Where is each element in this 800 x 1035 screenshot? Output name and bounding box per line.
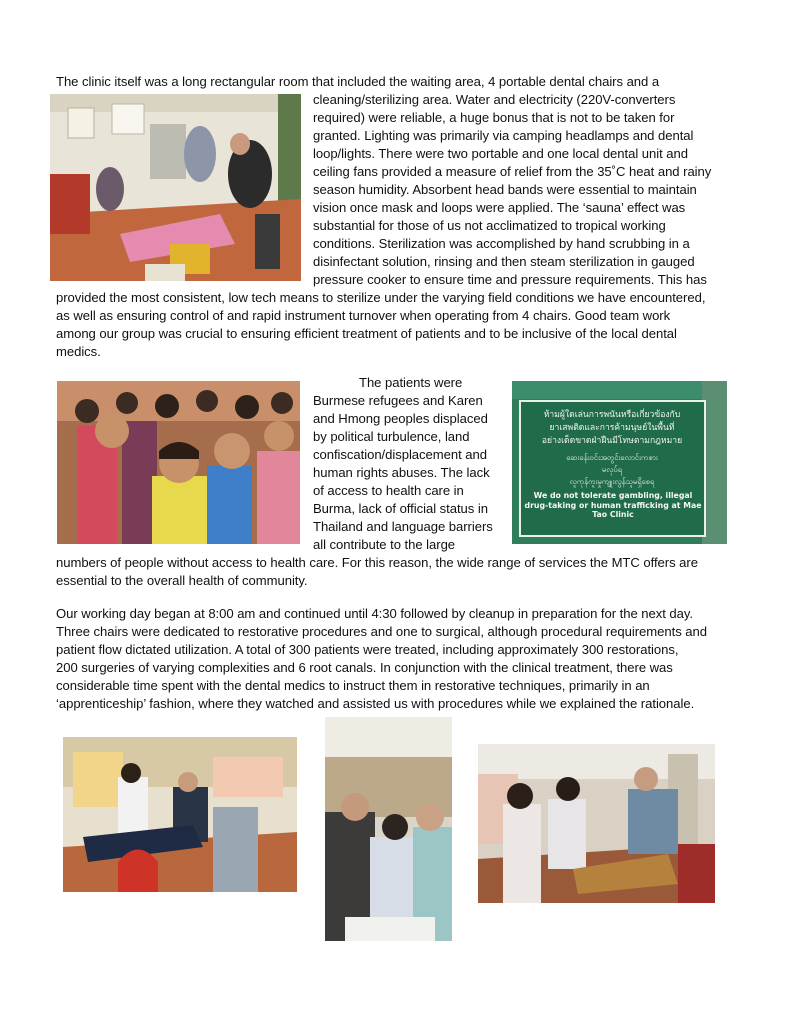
text-line: numbers of people without access to health care. For this reason, the wide range of services the MTC offers are (56, 555, 698, 570)
text-line: 200 surgeries of varying complexities and 6 root canals. In conjunction with the clinical treatment, there was (56, 660, 673, 675)
sign-line: อย่างเด็ดขาดฝ่าฝืนมีโทษตามกฎหมาย (541, 436, 683, 446)
text-line: considerable time spent with the dental medics to instruct them in restorative techniques, primarily in an (56, 678, 650, 693)
text-line: season humidity. Absorbent head bands were essential to maintain (313, 182, 697, 197)
text-line: cleaning/sterilizing area. Water and electricity (220V-converters (313, 92, 676, 107)
text-line: substantial for those of us not acclimatized to tropical working (313, 218, 666, 233)
text-line: loop/lights. There were two portable and one local dental unit and (313, 146, 688, 161)
text-line: disinfectant solution, rinsing and then steam sterilization in gauged (313, 254, 695, 269)
text-line: essential to the overall health of community. (56, 573, 308, 588)
text-line: Three chairs were dedicated to restorative procedures and one to surgical, although procedural requirements and (56, 624, 707, 639)
text-line: Our working day began at 8:00 am and continued until 4:30 followed by cleanup in preparation for the next day. (56, 606, 693, 621)
sign-line: ยาเสพติดและการค้ามนุษย์ในพื้นที่ (549, 423, 675, 433)
photo-clinic-sign (512, 381, 727, 544)
photo-dental-treatment-right (478, 744, 715, 903)
text-line: human rights abuses. The lack (313, 465, 490, 480)
text-line: Burmese refugees and Karen (313, 393, 483, 408)
sign-english-text: We do not tolerate gambling, illegal drug-taking or human trafficking at Mae Tao Clinic (524, 491, 702, 519)
text-line: all contribute to the large (313, 537, 456, 552)
photo-dental-treatment-center (325, 717, 452, 941)
sign-line: မလုပ်ရ (601, 465, 623, 474)
photo-dental-treatment-left (63, 737, 297, 892)
sign-line: ห้ามผู้ใดเล่นการพนันหรือเกี่ยวข้องกับ (543, 410, 681, 420)
text-line: Burma, lack of official status in (313, 501, 488, 516)
photo-children (57, 381, 300, 544)
text-line: provided the most consistent, low tech means to sterilize under the varying field conditions we have encountered, (56, 290, 706, 305)
text-line: as well as ensuring control of and rapid instrument turnover when operating from 4 chairs. Good team work (56, 308, 671, 323)
text-line: of access to health care in (313, 483, 464, 498)
text-line: ‘apprenticeship’ fashion, where they watched and assisted us with procedures while we explained the rationale. (56, 696, 695, 711)
text-line: required) were reliable, a huge bonus that is not to be taken for (313, 110, 675, 125)
text-line: The clinic itself was a long rectangular room that included the waiting area, 4 portable dental chairs and a (56, 74, 660, 89)
text-line: among our group was crucial to ensuring efficient treatment of patients and to be inclusive of the local dental (56, 326, 677, 341)
text-line: The patients were (359, 375, 463, 390)
text-line: pressure cooker to ensure time and pressure requirements. This has (313, 272, 707, 287)
text-line: granted. Lighting was primarily via camping headlamps and dental (313, 128, 694, 143)
text-line: and Hmong peoples displaced (313, 411, 488, 426)
text-line: medics. (56, 344, 101, 359)
text-line: patient flow dictated utilization. A total of 300 patients were treated, including approximately 300 restorations, (56, 642, 679, 657)
photo-clinic-room (50, 94, 301, 281)
text-line: Thailand and language barriers (313, 519, 493, 534)
sign-line: လူကုန်ကူးမှုကျူးလွန်သူမရှိစေရ (569, 477, 655, 486)
text-line: confiscation/displacement and (313, 447, 487, 462)
text-line: by political turbulence, land (313, 429, 470, 444)
text-line: ceiling fans provided a measure of relief from the 35˚C heat and rainy (313, 164, 712, 179)
sign-line: ဆေးခန်းဝင်းအတွင်းလောင်းကစား (566, 453, 658, 462)
text-line: vision once mask and loops were applied. The ‘sauna’ effect was (313, 200, 686, 215)
text-line: conditions. Sterilization was accomplished by hand scrubbing in a (313, 236, 690, 251)
